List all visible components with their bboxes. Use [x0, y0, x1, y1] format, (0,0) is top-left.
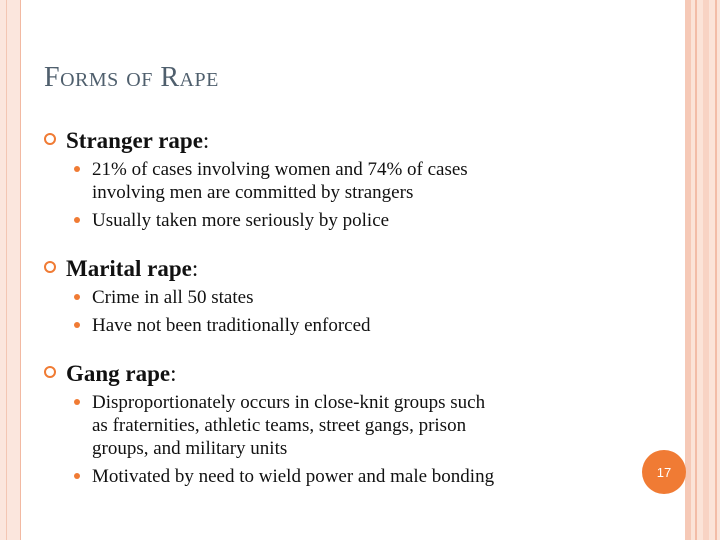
list-item: Disproportionately occurs in close-knit groups such as fraternities, athletic teams, street gangs, prison groups, and military units: [74, 391, 644, 460]
dot-bullet-icon: [74, 294, 80, 300]
list-item: Crime in all 50 states: [74, 286, 644, 309]
section-term: Gang rape: [66, 361, 171, 386]
ring-bullet-icon: [44, 261, 56, 273]
slide-right-border: [685, 0, 720, 540]
page-number-badge: 17: [642, 450, 686, 494]
section-stranger-rape: [44, 126, 644, 232]
list-item: 21% of cases involving women and 74% of cases involving men are committed by strangers: [74, 158, 644, 204]
section-term: Stranger rape: [66, 128, 203, 153]
section-gang-rape: [44, 359, 644, 488]
list-item: Motivated by need to wield power and male bonding: [74, 465, 644, 488]
dot-bullet-icon: [74, 399, 80, 405]
section-colon: :: [202, 128, 210, 153]
slide-content: [44, 126, 644, 510]
section-term: Marital rape: [66, 256, 192, 281]
ring-bullet-icon: [44, 366, 56, 378]
section-marital-rape: [44, 254, 644, 337]
sub-bullet-list: [44, 286, 644, 337]
list-item: Have not been traditionally enforced: [74, 314, 644, 337]
sub-bullet-list: [44, 158, 644, 232]
slide-left-border: [0, 0, 21, 540]
dot-bullet-icon: [74, 217, 80, 223]
dot-bullet-icon: [74, 166, 80, 172]
section-colon: :: [170, 361, 177, 386]
section-colon: :: [191, 256, 199, 281]
dot-bullet-icon: [74, 322, 80, 328]
slide-title: Forms of Rape: [44, 62, 219, 93]
sub-bullet-list: [44, 391, 644, 488]
ring-bullet-icon: [44, 133, 56, 145]
dot-bullet-icon: [74, 473, 80, 479]
list-item: Usually taken more seriously by police: [74, 209, 644, 232]
